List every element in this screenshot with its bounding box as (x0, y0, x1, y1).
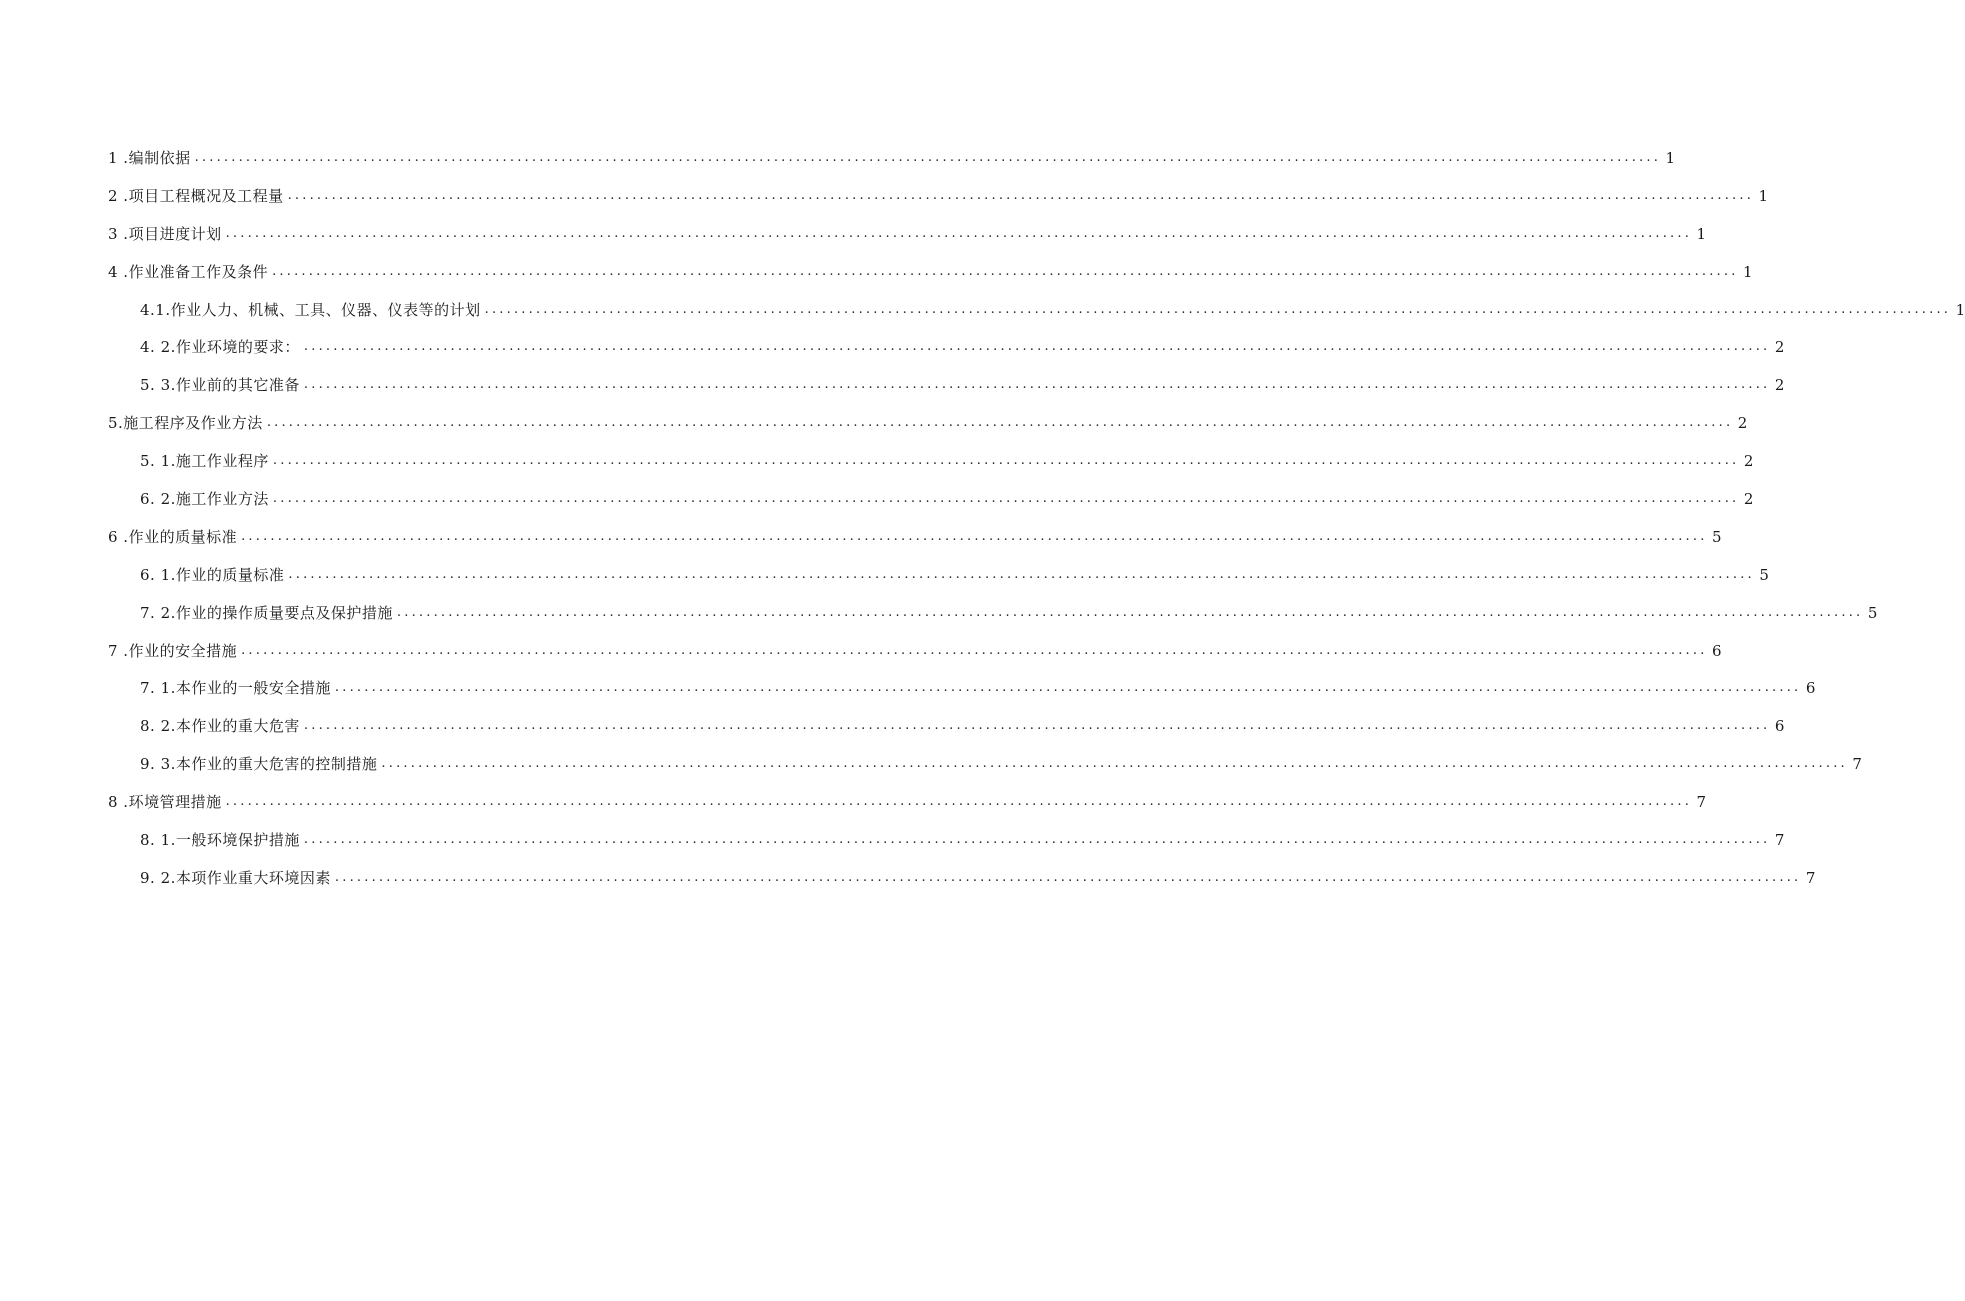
toc-dot-leader: ........................................................................................................................................................................................................ (303, 718, 1771, 734)
toc-entry[interactable] (0, 707, 1785, 745)
toc-entry-page: 7 (1774, 830, 1785, 849)
toc-dot-leader: ........................................................................................................................................................................................................ (272, 263, 1739, 279)
toc-entry-page: 1 (1955, 300, 1965, 319)
toc-entry-title: 6. 1.作业的质量标准 (140, 565, 288, 585)
toc-entry-page: 7 (1696, 793, 1707, 812)
toc-entry[interactable] (0, 859, 1816, 897)
toc-entry[interactable] (0, 139, 1676, 177)
toc-entry-title: 9. 3.本作业的重大危害的控制措施 (140, 754, 381, 774)
toc-entry-title: 8 .环境管理措施 (108, 792, 226, 812)
toc-entry-title: 7. 2.作业的操作质量要点及保护措施 (140, 603, 397, 623)
toc-dot-leader: ........................................................................................................................................................................................................ (241, 528, 1708, 544)
toc-dot-leader: ........................................................................................................................................................................................................ (381, 756, 1848, 772)
toc-entry-page: 1 (1743, 262, 1753, 281)
toc-dot-leader: ........................................................................................................................................................................................................ (241, 642, 1708, 658)
toc-dot-leader: ........................................................................................................................................................................................................ (303, 831, 1771, 847)
toc-entry[interactable] (0, 177, 1769, 215)
toc-dot-leader: ........................................................................................................................................................................................................ (272, 490, 1740, 506)
toc-entry-title: 4. 2.作业环境的要求： (140, 337, 304, 357)
toc-entry-page: 6 (1712, 641, 1722, 660)
toc-dot-leader: ........................................................................................................................................................................................................ (225, 225, 1693, 241)
toc-entry-page: 7 (1852, 755, 1862, 774)
toc-entry[interactable] (0, 253, 1753, 291)
toc-entry[interactable] (0, 632, 1722, 670)
toc-entry[interactable] (0, 669, 1816, 707)
toc-dot-leader: ........................................................................................................................................................................................................ (225, 794, 1693, 810)
toc-entry-title: 1 .编制依据 (108, 148, 195, 168)
toc-entry[interactable] (0, 556, 1769, 594)
toc-entry-title: 4 .作业准备工作及条件 (108, 262, 272, 282)
toc-entry-title: 6 .作业的质量标准 (108, 527, 241, 547)
toc-entry-page: 2 (1743, 452, 1754, 471)
toc-entry-page: 2 (1737, 414, 1748, 433)
toc-entry-page: 5 (1712, 527, 1722, 546)
toc-entry[interactable] (0, 783, 1707, 821)
toc-dot-leader: ........................................................................................................................................................................................................ (334, 869, 1802, 885)
toc-entry-title: 5. 1.施工作业程序 (140, 451, 273, 471)
toc-entry-title: 5. 3.作业前的其它准备 (140, 375, 304, 395)
toc-entry-title: 3 .项目进度计划 (108, 224, 226, 244)
toc-entry-page: 1 (1696, 224, 1707, 243)
toc-entry[interactable] (0, 745, 1862, 783)
toc-entry-title: 8. 1.一般环境保护措施 (140, 830, 304, 850)
toc-entry-page: 2 (1774, 376, 1785, 395)
toc-entry-title: 5.施工程序及作业方法 (108, 413, 267, 433)
toc-entry[interactable] (0, 328, 1785, 366)
toc-entry[interactable] (0, 518, 1722, 556)
toc-entry[interactable] (0, 821, 1785, 859)
toc-entry[interactable] (0, 594, 1878, 632)
toc-dot-leader: ........................................................................................................................................................................................................ (287, 187, 1755, 203)
toc-entry-page: 1 (1758, 186, 1769, 205)
toc-entry-title: 9. 2.本项作业重大环境因素 (140, 868, 335, 888)
toc-dot-leader: ........................................................................................................................................................................................................ (266, 415, 1734, 431)
toc-entry[interactable] (0, 404, 1748, 442)
toc-dot-leader: ........................................................................................................................................................................................................ (303, 339, 1771, 355)
toc-entry-page: 7 (1805, 868, 1816, 887)
toc-entry[interactable] (0, 291, 1965, 329)
toc-entry-page: 5 (1759, 565, 1769, 584)
toc-entry-title: 6. 2.施工作业方法 (140, 489, 273, 509)
toc-entry-page: 2 (1774, 338, 1785, 357)
toc-dot-leader: ........................................................................................................................................................................................................ (303, 377, 1771, 393)
toc-entry-title: 7 .作业的安全措施 (108, 641, 241, 661)
toc-entry-page: 1 (1665, 148, 1676, 167)
toc-entry-page: 6 (1774, 717, 1785, 736)
toc-dot-leader: ........................................................................................................................................................................................................ (272, 453, 1740, 469)
toc-entry-page: 5 (1867, 603, 1878, 622)
toc-entry[interactable] (0, 366, 1785, 404)
toc-entry-title: 2 .项目工程概况及工程量 (108, 186, 288, 206)
toc-dot-leader: ........................................................................................................................................................................................................ (288, 566, 1755, 582)
toc-entry-title: 7. 1.本作业的一般安全措施 (140, 678, 335, 698)
toc-entry[interactable] (0, 215, 1707, 253)
toc-dot-leader: ........................................................................................................................................................................................................ (396, 604, 1864, 620)
table-of-contents (0, 139, 1965, 897)
toc-entry-title: 4.1.作业人力、机械、工具、仪器、仪表等的计划 (140, 300, 485, 320)
toc-dot-leader: ........................................................................................................................................................................................................ (484, 301, 1952, 317)
toc-entry[interactable] (0, 442, 1754, 480)
toc-entry-page: 6 (1805, 679, 1816, 698)
toc-entry-page: 2 (1743, 489, 1754, 508)
toc-entry-title: 8. 2.本作业的重大危害 (140, 716, 304, 736)
toc-entry[interactable] (0, 480, 1754, 518)
toc-dot-leader: ........................................................................................................................................................................................................ (334, 680, 1802, 696)
toc-dot-leader: ........................................................................................................................................................................................................ (194, 149, 1662, 165)
